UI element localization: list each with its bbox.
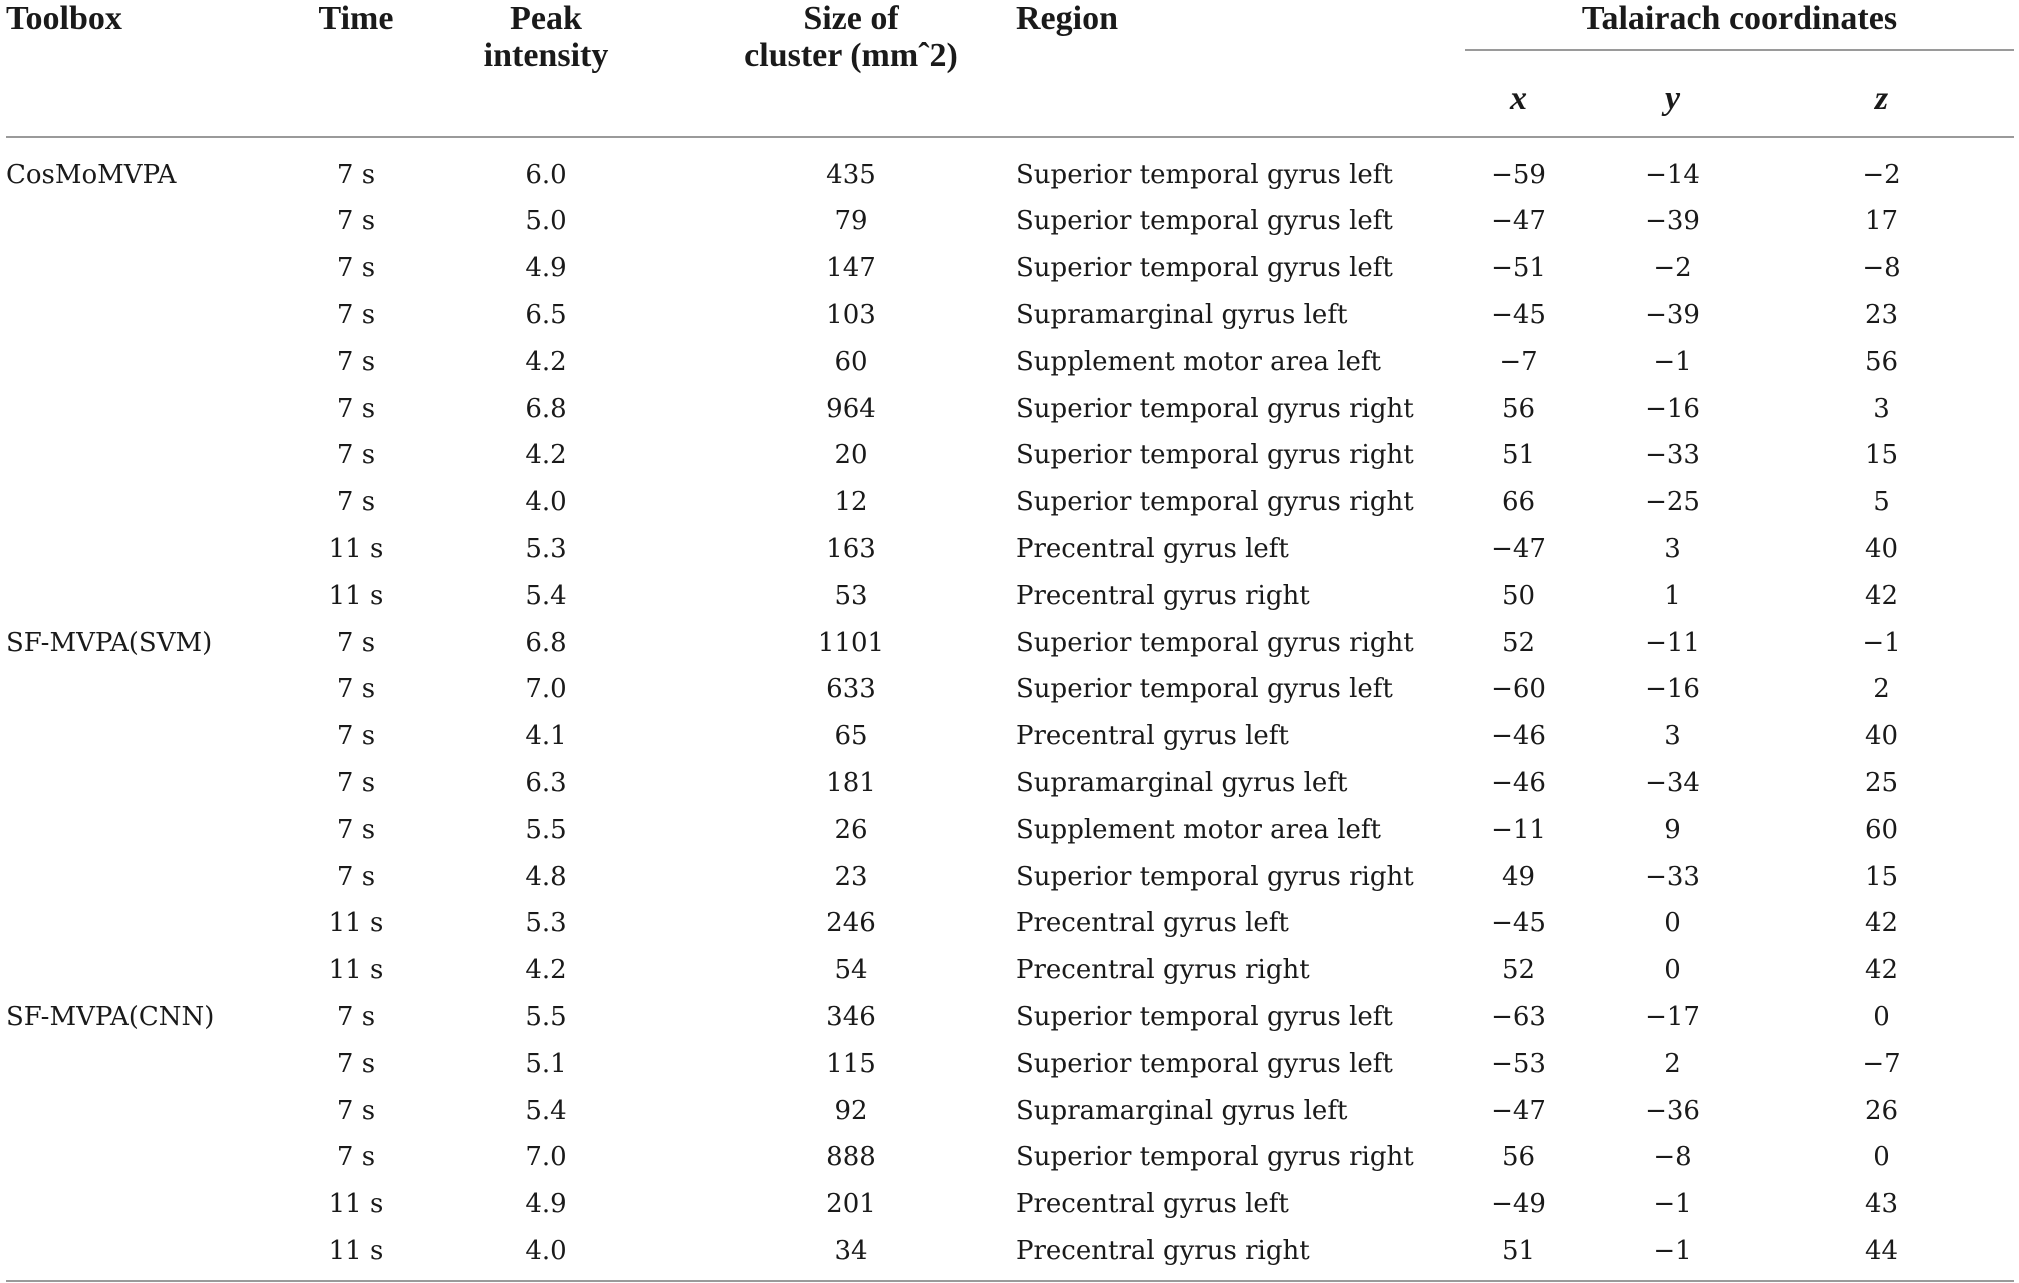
header-region: Region xyxy=(1016,0,1118,37)
cell-y: −33 xyxy=(1645,861,1700,892)
cell-z: 25 xyxy=(1864,767,1899,798)
cell-peak-intensity: 4.0 xyxy=(406,1228,686,1282)
cell-toolbox xyxy=(6,338,306,385)
table-row xyxy=(6,1040,2014,1087)
cell-x: −45 xyxy=(1491,908,1546,939)
cell-z: 40 xyxy=(1864,533,1899,564)
cell-peak-intensity: 4.2 xyxy=(525,440,567,471)
header-time-label: Time xyxy=(318,0,394,37)
header-coords-label: Talairach coordinates xyxy=(1465,0,2014,51)
table-row xyxy=(6,385,2014,432)
cell-cluster-size: 26 xyxy=(834,814,868,845)
cell-y: −1 xyxy=(1596,1228,1749,1282)
cell-peak-intensity: 4.1 xyxy=(525,721,567,752)
cell-cluster-size: 65 xyxy=(834,721,868,752)
cell-region: Superior temporal gyrus left xyxy=(1016,206,1393,237)
table-row xyxy=(6,1181,2014,1228)
cell-region: Precentral gyrus right xyxy=(1016,580,1310,611)
cell-time: 7 s xyxy=(336,767,376,798)
cell-time: 7 s xyxy=(336,346,376,377)
cell-time: 7 s xyxy=(336,1001,376,1032)
cell-toolbox xyxy=(6,479,306,526)
cell-toolbox: SF-MVPA(CNN) xyxy=(6,1001,215,1032)
cell-x: −60 xyxy=(1491,674,1546,705)
cell-toolbox xyxy=(6,760,306,807)
table-row xyxy=(6,245,2014,292)
cell-x: −47 xyxy=(1491,533,1546,564)
cell-peak-intensity: 4.9 xyxy=(525,253,567,284)
cell-toolbox xyxy=(6,1040,306,1087)
cell-time: 11 s xyxy=(328,580,384,611)
cell-z: 60 xyxy=(1864,814,1899,845)
cell-cluster-size: 147 xyxy=(826,253,876,284)
cell-y: −25 xyxy=(1645,487,1700,518)
cell-peak-intensity: 5.3 xyxy=(525,533,567,564)
cell-y: −14 xyxy=(1645,160,1700,190)
cell-peak-intensity: 6.8 xyxy=(525,627,567,658)
cell-time: 11 s xyxy=(328,908,384,939)
cell-cluster-size: 54 xyxy=(834,955,868,986)
header-z: z xyxy=(1874,79,1889,117)
header-toolbox: Toolbox xyxy=(6,0,122,37)
cell-peak-intensity: 4.2 xyxy=(525,346,567,377)
table-row xyxy=(6,338,2014,385)
table-row xyxy=(6,760,2014,807)
cell-region: Precentral gyrus left xyxy=(1016,533,1289,564)
table-row xyxy=(6,1087,2014,1134)
cell-z: 0 xyxy=(1873,1142,1890,1173)
cell-z: 15 xyxy=(1864,440,1899,471)
cell-cluster-size: 60 xyxy=(834,346,868,377)
cell-cluster-size: 888 xyxy=(826,1142,876,1173)
cell-cluster-size: 20 xyxy=(834,440,868,471)
cell-toolbox xyxy=(6,900,306,947)
table-row xyxy=(6,1228,2014,1282)
table-row xyxy=(6,806,2014,853)
cell-y: −36 xyxy=(1645,1095,1700,1126)
cell-cluster-size: 163 xyxy=(826,533,876,564)
cell-region: Superior temporal gyrus right xyxy=(1016,627,1414,658)
cell-toolbox xyxy=(6,947,306,994)
cell-x: 52 xyxy=(1501,955,1536,986)
table-body xyxy=(6,137,2014,1281)
table-row xyxy=(6,292,2014,339)
cell-x: −47 xyxy=(1491,1095,1546,1126)
table-row xyxy=(6,853,2014,900)
cell-x: −47 xyxy=(1491,206,1546,237)
cell-x: 66 xyxy=(1501,487,1536,518)
cell-time: 11 s xyxy=(306,1228,406,1282)
cell-toolbox: CosMoMVPA xyxy=(6,160,177,190)
cell-toolbox xyxy=(6,292,306,339)
results-table xyxy=(6,0,2014,1282)
cell-z: 0 xyxy=(1873,1001,1890,1032)
cell-z: 43 xyxy=(1864,1189,1899,1220)
cell-region: Supplement motor area left xyxy=(1016,814,1382,845)
cell-toolbox xyxy=(6,713,306,760)
cell-region: Supramarginal gyrus left xyxy=(1016,1095,1348,1126)
cell-x: −11 xyxy=(1491,814,1546,845)
header-x: x xyxy=(1510,79,1527,117)
cell-cluster-size: 435 xyxy=(826,160,876,190)
cell-z: 23 xyxy=(1864,299,1899,330)
cell-time: 7 s xyxy=(336,1048,376,1079)
cell-toolbox xyxy=(6,1087,306,1134)
cell-region: Precentral gyrus right xyxy=(1016,955,1310,986)
cell-region: Superior temporal gyrus left xyxy=(1016,1048,1393,1079)
cell-toolbox xyxy=(6,432,306,479)
cell-y: −17 xyxy=(1645,1001,1700,1032)
cell-region: Precentral gyrus left xyxy=(1016,908,1289,939)
table-row xyxy=(6,572,2014,619)
cell-peak-intensity: 5.1 xyxy=(525,1048,567,1079)
cell-x: −53 xyxy=(1491,1048,1546,1079)
cell-toolbox xyxy=(6,245,306,292)
header-peak-line2: intensity xyxy=(483,37,609,74)
cell-region: Superior temporal gyrus left xyxy=(1016,160,1393,190)
cell-toolbox xyxy=(6,1228,306,1282)
cell-peak-intensity: 5.3 xyxy=(525,908,567,939)
cell-time: 7 s xyxy=(336,861,376,892)
cell-z: 56 xyxy=(1864,346,1899,377)
cell-z: 40 xyxy=(1864,721,1899,752)
cell-region: Supramarginal gyrus left xyxy=(1016,299,1348,330)
cell-y: 0 xyxy=(1664,908,1681,939)
cell-y: 9 xyxy=(1664,814,1681,845)
cell-x: 51 xyxy=(1501,440,1536,471)
cell-cluster-size: 53 xyxy=(834,580,868,611)
cell-time: 7 s xyxy=(336,721,376,752)
cell-region: Precentral gyrus left xyxy=(1016,721,1289,752)
cell-z: 44 xyxy=(1749,1228,2014,1282)
cell-cluster-size: 92 xyxy=(834,1095,868,1126)
cell-peak-intensity: 7.0 xyxy=(525,1142,567,1173)
cell-time: 7 s xyxy=(336,393,376,424)
cell-y: −11 xyxy=(1645,627,1700,658)
cell-x: 49 xyxy=(1501,861,1536,892)
cell-region: Superior temporal gyrus right xyxy=(1016,487,1414,518)
cell-peak-intensity: 5.0 xyxy=(525,206,567,237)
cell-time: 7 s xyxy=(336,299,376,330)
cell-peak-intensity: 6.8 xyxy=(525,393,567,424)
cell-time: 7 s xyxy=(336,814,376,845)
cell-region: Supramarginal gyrus left xyxy=(1016,767,1348,798)
cell-z: 17 xyxy=(1864,206,1899,237)
table-row xyxy=(6,526,2014,573)
cell-x: 52 xyxy=(1501,627,1536,658)
cell-cluster-size: 103 xyxy=(826,299,876,330)
cell-x: −46 xyxy=(1491,767,1546,798)
cell-cluster-size: 964 xyxy=(826,393,876,424)
cell-toolbox xyxy=(6,526,306,573)
cell-toolbox: SF-MVPA(SVM) xyxy=(6,627,213,658)
cell-z: −1 xyxy=(1862,627,1901,658)
table-row xyxy=(6,432,2014,479)
header-y: y xyxy=(1664,79,1681,117)
table-row xyxy=(6,137,2014,198)
cell-toolbox xyxy=(6,666,306,713)
cell-x: −46 xyxy=(1491,721,1546,752)
cell-time: 7 s xyxy=(336,627,376,658)
cell-z: −8 xyxy=(1862,253,1901,284)
cell-toolbox xyxy=(6,572,306,619)
cell-cluster-size: 1101 xyxy=(817,627,885,658)
cell-x: −7 xyxy=(1499,346,1538,377)
cell-y: −1 xyxy=(1653,1189,1692,1220)
cell-x: 51 xyxy=(1441,1228,1596,1282)
cell-peak-intensity: 4.2 xyxy=(525,955,567,986)
table-row xyxy=(6,713,2014,760)
cell-time: 7 s xyxy=(336,160,376,190)
cell-time: 11 s xyxy=(328,533,384,564)
cell-x: 50 xyxy=(1501,580,1536,611)
header-peak-line1: Peak xyxy=(510,0,582,37)
cell-z: −7 xyxy=(1862,1048,1901,1079)
cell-cluster-size: 633 xyxy=(826,674,876,705)
table-row xyxy=(6,994,2014,1041)
cell-y: −16 xyxy=(1645,393,1700,424)
cell-cluster-size: 12 xyxy=(834,487,868,518)
cell-time: 7 s xyxy=(336,440,376,471)
header-time xyxy=(306,0,406,136)
cell-y: −2 xyxy=(1653,253,1692,284)
cell-toolbox xyxy=(6,385,306,432)
header-talairach-coordinates xyxy=(1441,0,2014,54)
cell-x: −51 xyxy=(1491,253,1546,284)
table-row xyxy=(6,947,2014,994)
cell-x: 56 xyxy=(1501,1142,1536,1173)
cell-time: 7 s xyxy=(336,253,376,284)
cell-peak-intensity: 7.0 xyxy=(525,674,567,705)
cell-toolbox xyxy=(6,806,306,853)
cell-toolbox xyxy=(6,1134,306,1181)
cell-cluster-size: 246 xyxy=(826,908,876,939)
cell-z: −2 xyxy=(1862,160,1901,190)
cell-cluster-size: 79 xyxy=(834,206,868,237)
cell-peak-intensity: 5.4 xyxy=(525,1095,567,1126)
cell-region: Superior temporal gyrus right xyxy=(1016,1142,1414,1173)
table-row xyxy=(6,900,2014,947)
cell-peak-intensity: 6.5 xyxy=(525,299,567,330)
cell-y: −34 xyxy=(1645,767,1700,798)
cell-z: 5 xyxy=(1873,487,1890,518)
cell-region: Precentral gyrus left xyxy=(1016,1189,1289,1220)
cell-y: 3 xyxy=(1664,721,1681,752)
cell-region: Superior temporal gyrus left xyxy=(1016,674,1393,705)
cell-time: 11 s xyxy=(328,1189,384,1220)
cell-cluster-size: 346 xyxy=(826,1001,876,1032)
cell-x: 56 xyxy=(1501,393,1536,424)
cell-y: −8 xyxy=(1653,1142,1692,1173)
cell-peak-intensity: 6.3 xyxy=(525,767,567,798)
cell-y: −33 xyxy=(1645,440,1700,471)
cell-y: −39 xyxy=(1645,299,1700,330)
header-size-line2: cluster (mmˆ2) xyxy=(744,37,958,74)
header-size-line1: Size of xyxy=(803,0,899,37)
cell-z: 26 xyxy=(1864,1095,1899,1126)
cell-cluster-size: 201 xyxy=(826,1189,876,1220)
header-cluster-size xyxy=(686,0,1016,136)
cell-toolbox xyxy=(6,198,306,245)
cell-time: 7 s xyxy=(336,674,376,705)
cell-time: 7 s xyxy=(336,487,376,518)
cell-region: Superior temporal gyrus right xyxy=(1016,393,1414,424)
cell-time: 7 s xyxy=(336,1142,376,1173)
cell-peak-intensity: 5.5 xyxy=(525,1001,567,1032)
cell-x: −45 xyxy=(1491,299,1546,330)
cell-toolbox xyxy=(6,1181,306,1228)
cell-region: Precentral gyrus right xyxy=(1016,1228,1441,1282)
cell-z: 42 xyxy=(1864,580,1899,611)
cell-y: −16 xyxy=(1645,674,1700,705)
table-row xyxy=(6,479,2014,526)
cell-y: 1 xyxy=(1664,580,1681,611)
cell-time: 11 s xyxy=(328,955,384,986)
cell-z: 42 xyxy=(1864,908,1899,939)
cell-cluster-size: 181 xyxy=(826,767,876,798)
cell-region: Supplement motor area left xyxy=(1016,346,1382,377)
cell-y: 3 xyxy=(1664,533,1681,564)
cell-z: 3 xyxy=(1873,393,1890,424)
cell-x: −63 xyxy=(1491,1001,1546,1032)
cell-peak-intensity: 5.5 xyxy=(525,814,567,845)
table-row xyxy=(6,619,2014,666)
cell-peak-intensity: 5.4 xyxy=(525,580,567,611)
cell-z: 42 xyxy=(1864,955,1899,986)
cell-y: 2 xyxy=(1664,1048,1681,1079)
table-row xyxy=(6,1134,2014,1181)
table-row xyxy=(6,666,2014,713)
cell-y: 0 xyxy=(1664,955,1681,986)
cell-cluster-size: 34 xyxy=(686,1228,1016,1282)
cell-x: −59 xyxy=(1491,160,1546,190)
cell-x: −49 xyxy=(1491,1189,1546,1220)
cell-time: 7 s xyxy=(336,1095,376,1126)
cell-time: 7 s xyxy=(336,206,376,237)
cell-z: 2 xyxy=(1873,674,1890,705)
cell-region: Superior temporal gyrus right xyxy=(1016,440,1414,471)
cell-region: Superior temporal gyrus right xyxy=(1016,861,1414,892)
table-row xyxy=(6,198,2014,245)
cell-cluster-size: 23 xyxy=(834,861,868,892)
cell-z: 15 xyxy=(1864,861,1899,892)
cell-region: Superior temporal gyrus left xyxy=(1016,1001,1393,1032)
cell-region: Superior temporal gyrus left xyxy=(1016,253,1393,284)
table-header xyxy=(6,0,2014,137)
cell-toolbox xyxy=(6,853,306,900)
cell-cluster-size: 115 xyxy=(826,1048,876,1079)
cell-peak-intensity: 4.8 xyxy=(525,861,567,892)
cell-peak-intensity: 4.0 xyxy=(525,487,567,518)
cell-peak-intensity: 4.9 xyxy=(525,1189,567,1220)
cell-peak-intensity: 6.0 xyxy=(525,160,567,190)
header-peak-intensity xyxy=(406,0,686,136)
cell-y: −39 xyxy=(1645,206,1700,237)
cell-y: −1 xyxy=(1653,346,1692,377)
